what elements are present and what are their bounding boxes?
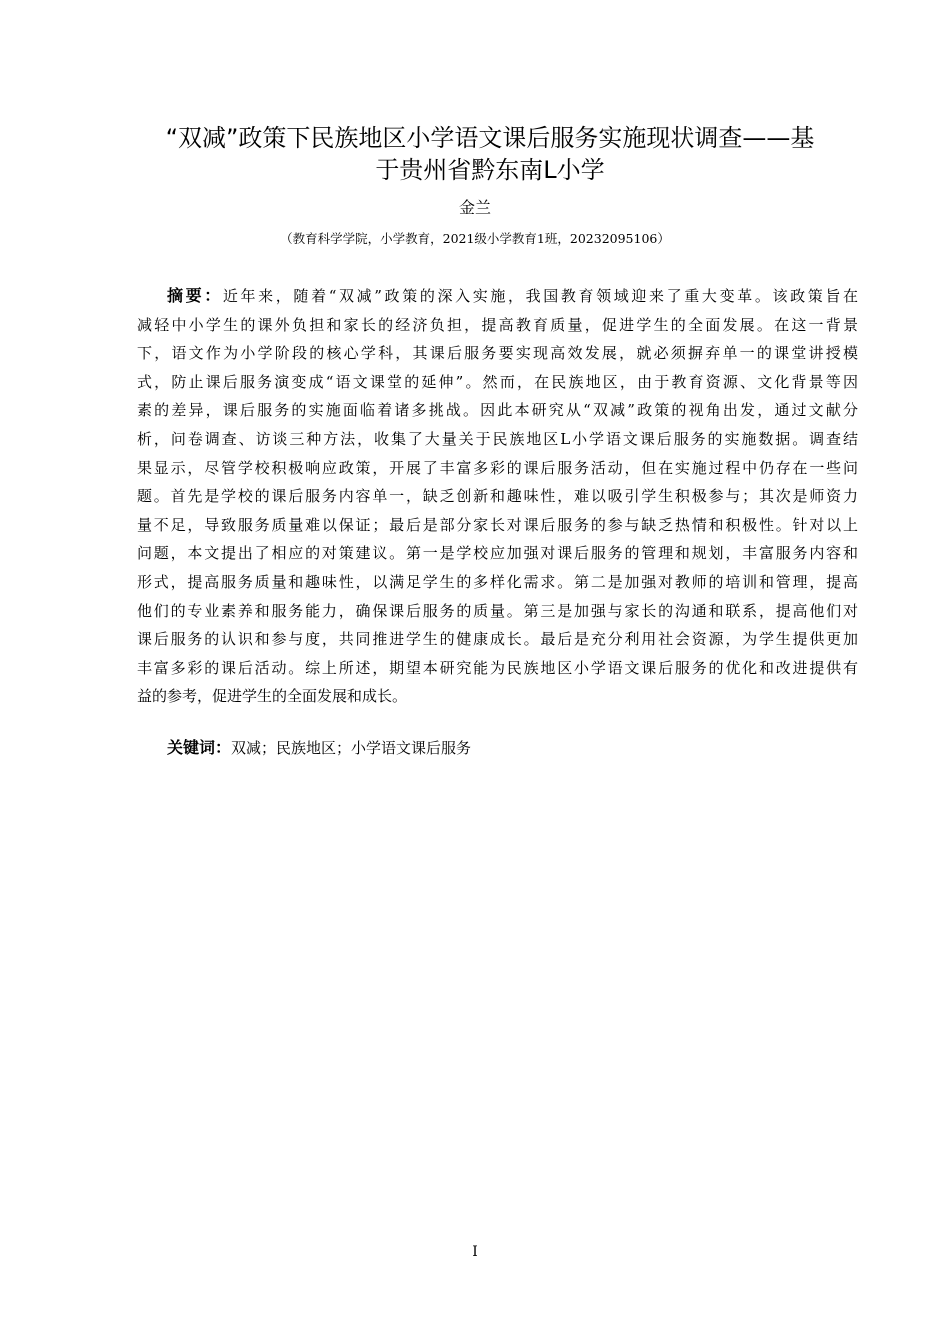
title-line-1: “双减”政策下民族地区小学语文课后服务实施现状调查——基 <box>165 124 815 152</box>
abstract-line: 减轻中小学生的课外负担和家长的经济负担，提高教育质量，促进学生的全面发展。在这一背景 <box>137 315 858 334</box>
keywords <box>167 734 471 762</box>
abstract-line: 他们的专业素养和服务能力，确保课后服务的质量。第三是加强与家长的沟通和联系，提高他们对 <box>137 601 858 620</box>
abstract-line: 问题，本文提出了相应的对策建议。第一是学校应加强对课后服务的管理和规划，丰富服务内容和 <box>137 544 858 563</box>
abstract-line: 课后服务的认识和参与度，共同推进学生的健康成长。最后是充分利用社会资源，为学生提供更加 <box>137 630 858 649</box>
title-line-2: 于贵州省黔东南L小学 <box>375 156 605 184</box>
abstract-line: 析，问卷调查、访谈三种方法，收集了大量关于民族地区L小学语文课后服务的实施数据。调查结 <box>137 429 858 448</box>
abstract-line: 下，语文作为小学阶段的核心学科，其课后服务要实现高效发展，就必须摒弃单一的课堂讲授模 <box>137 344 858 363</box>
abstract-line: 题。首先是学校的课后服务内容单一，缺乏创新和趣味性，难以吸引学生积极参与；其次是师资力 <box>137 487 858 506</box>
abstract-line: 果显示，尽管学校积极响应政策，开展了丰富多彩的课后服务活动，但在实施过程中仍存在一些问 <box>137 458 858 477</box>
keywords-text: 双减；民族地区；小学语文课后服务 <box>231 739 472 757</box>
abstract-line: 丰富多彩的课后活动。综上所述，期望本研究能为民族地区小学语文课后服务的优化和改进提供有 <box>137 658 858 677</box>
abstract-text: 近年来，随着“双减”政策的深入实施，我国教育领域迎来了重大变革。该政策旨在 <box>222 287 858 305</box>
abstract-label: 摘要： <box>167 286 223 305</box>
abstract-line <box>137 282 858 311</box>
page-number: I <box>472 1244 478 1260</box>
keywords-label: 关键词： <box>167 738 232 757</box>
abstract-line: 益的参考，促进学生的全面发展和成长。 <box>137 687 408 706</box>
abstract-line: 量不足，导致服务质量难以保证；最后是部分家长对课后服务的参与缺乏热情和积极性。针对以上 <box>137 515 858 534</box>
author-name: 金兰 <box>458 198 491 217</box>
abstract-line: 形式，提高服务质量和趣味性，以满足学生的多样化需求。第二是加强对教师的培训和管理，提高 <box>137 572 858 591</box>
abstract <box>137 282 858 711</box>
abstract-line: 式，防止课后服务演变成“语文课堂的延伸”。然而，在民族地区，由于教育资源、文化背景等因 <box>137 372 858 391</box>
author-affiliation: （教育科学学院，小学教育，2021级小学教育1班，20232095106） <box>280 231 670 246</box>
paper-title <box>100 122 880 186</box>
abstract-line: 素的差异，课后服务的实施面临着诸多挑战。因此本研究从“双减”政策的视角出发，通过文献分 <box>137 401 858 420</box>
